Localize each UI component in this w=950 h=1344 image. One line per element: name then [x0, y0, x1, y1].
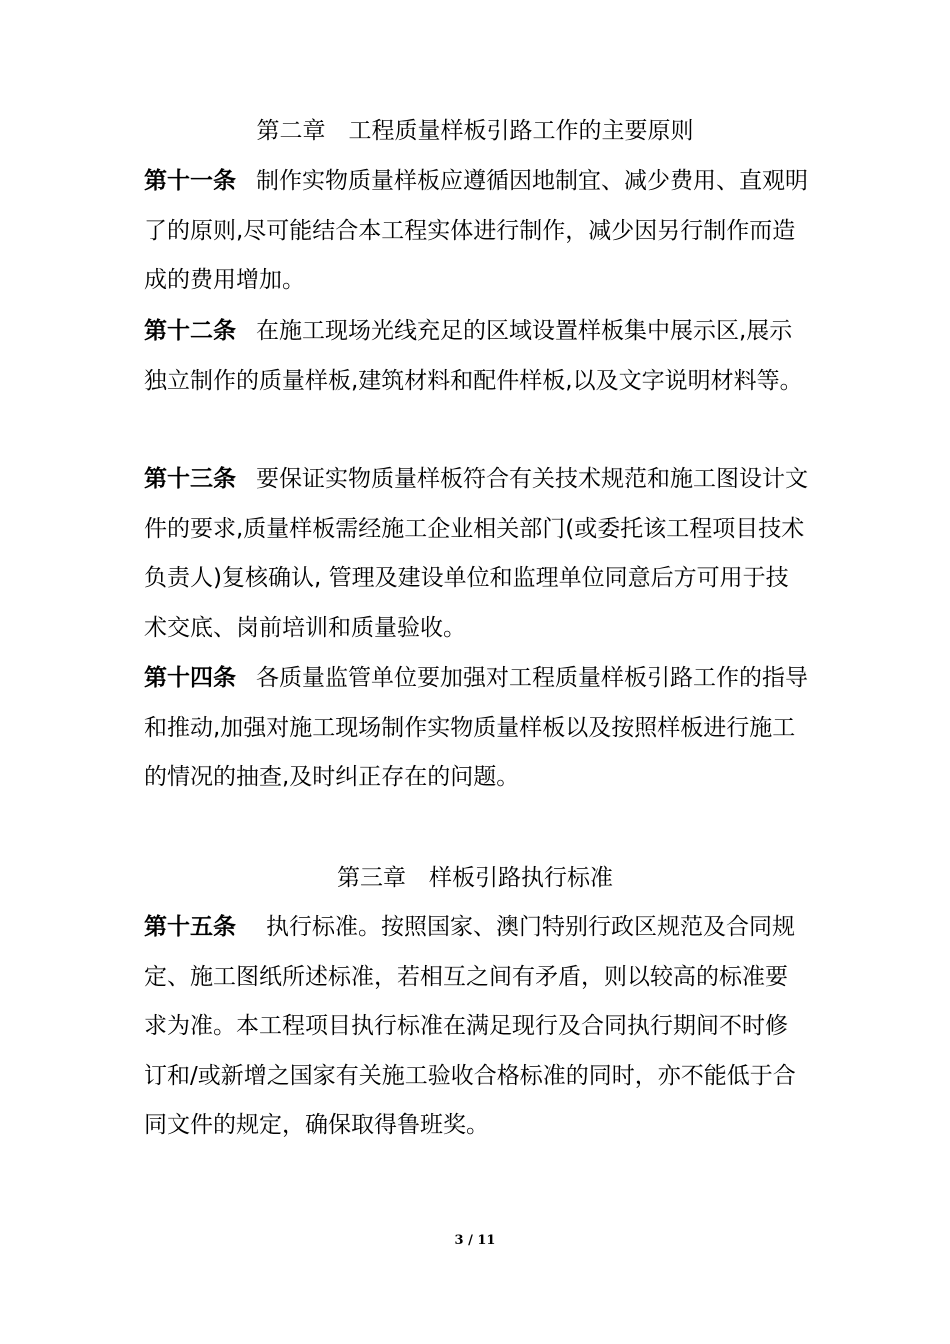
article-12 [144, 307, 810, 406]
article-13-text: 要保证实物质量样板符合有关技术规范和施工图设计文件的要求,质量样板需经施工企业相关部门(或委托该工程项目技术负责人)复核确认, 管理及建设单位和监理单位同意后方可用于技术交底、岗前培训和质量验收。 [144, 466, 808, 641]
article-15 [144, 903, 810, 1151]
article-13-number: 第十三条 [144, 466, 236, 492]
article-14 [144, 654, 810, 803]
page-number: 3 / 11 [454, 1233, 496, 1248]
article-11-text: 制作实物质量样板应遵循因地制宜、减少费用、直观明了的原则,尽可能结合本工程实体进行制作，减少因另行制作而造成的费用增加。 [144, 168, 808, 294]
article-12-number: 第十二条 [144, 318, 236, 344]
article-11-number: 第十一条 [144, 168, 236, 194]
chapter-2-title: 第二章 工程质量样板引路工作的主要原则 [256, 118, 694, 144]
article-12-text: 在施工现场光线充足的区域设置样板集中展示区,展示独立制作的质量样板,建筑材料和配件样板,以及文字说明材料等。 [144, 318, 803, 394]
article-11 [144, 157, 810, 306]
article-15-number: 第十五条 [144, 914, 236, 940]
article-14-number: 第十四条 [144, 665, 236, 691]
chapter-3-title: 第三章 样板引路执行标准 [337, 865, 613, 891]
article-13 [144, 455, 810, 653]
article-14-text: 各质量监管单位要加强对工程质量样板引路工作的指导和推动,加强对施工现场制作实物质量样板以及按照样板进行施工的情况的抽查,及时纠正存在的问题。 [144, 665, 808, 791]
article-15-text: 执行标准。按照国家、澳门特别行政区规范及合同规定、施工图纸所述标准，若相互之间有矛盾，则以较高的标准要求为准。本工程项目执行标准在满足现行及合同执行期间不时修订和/或新增之国家有关施工验收合格标准的同时，亦不能低于合同文件的规定，确保取得鲁班奖。 [144, 914, 796, 1139]
